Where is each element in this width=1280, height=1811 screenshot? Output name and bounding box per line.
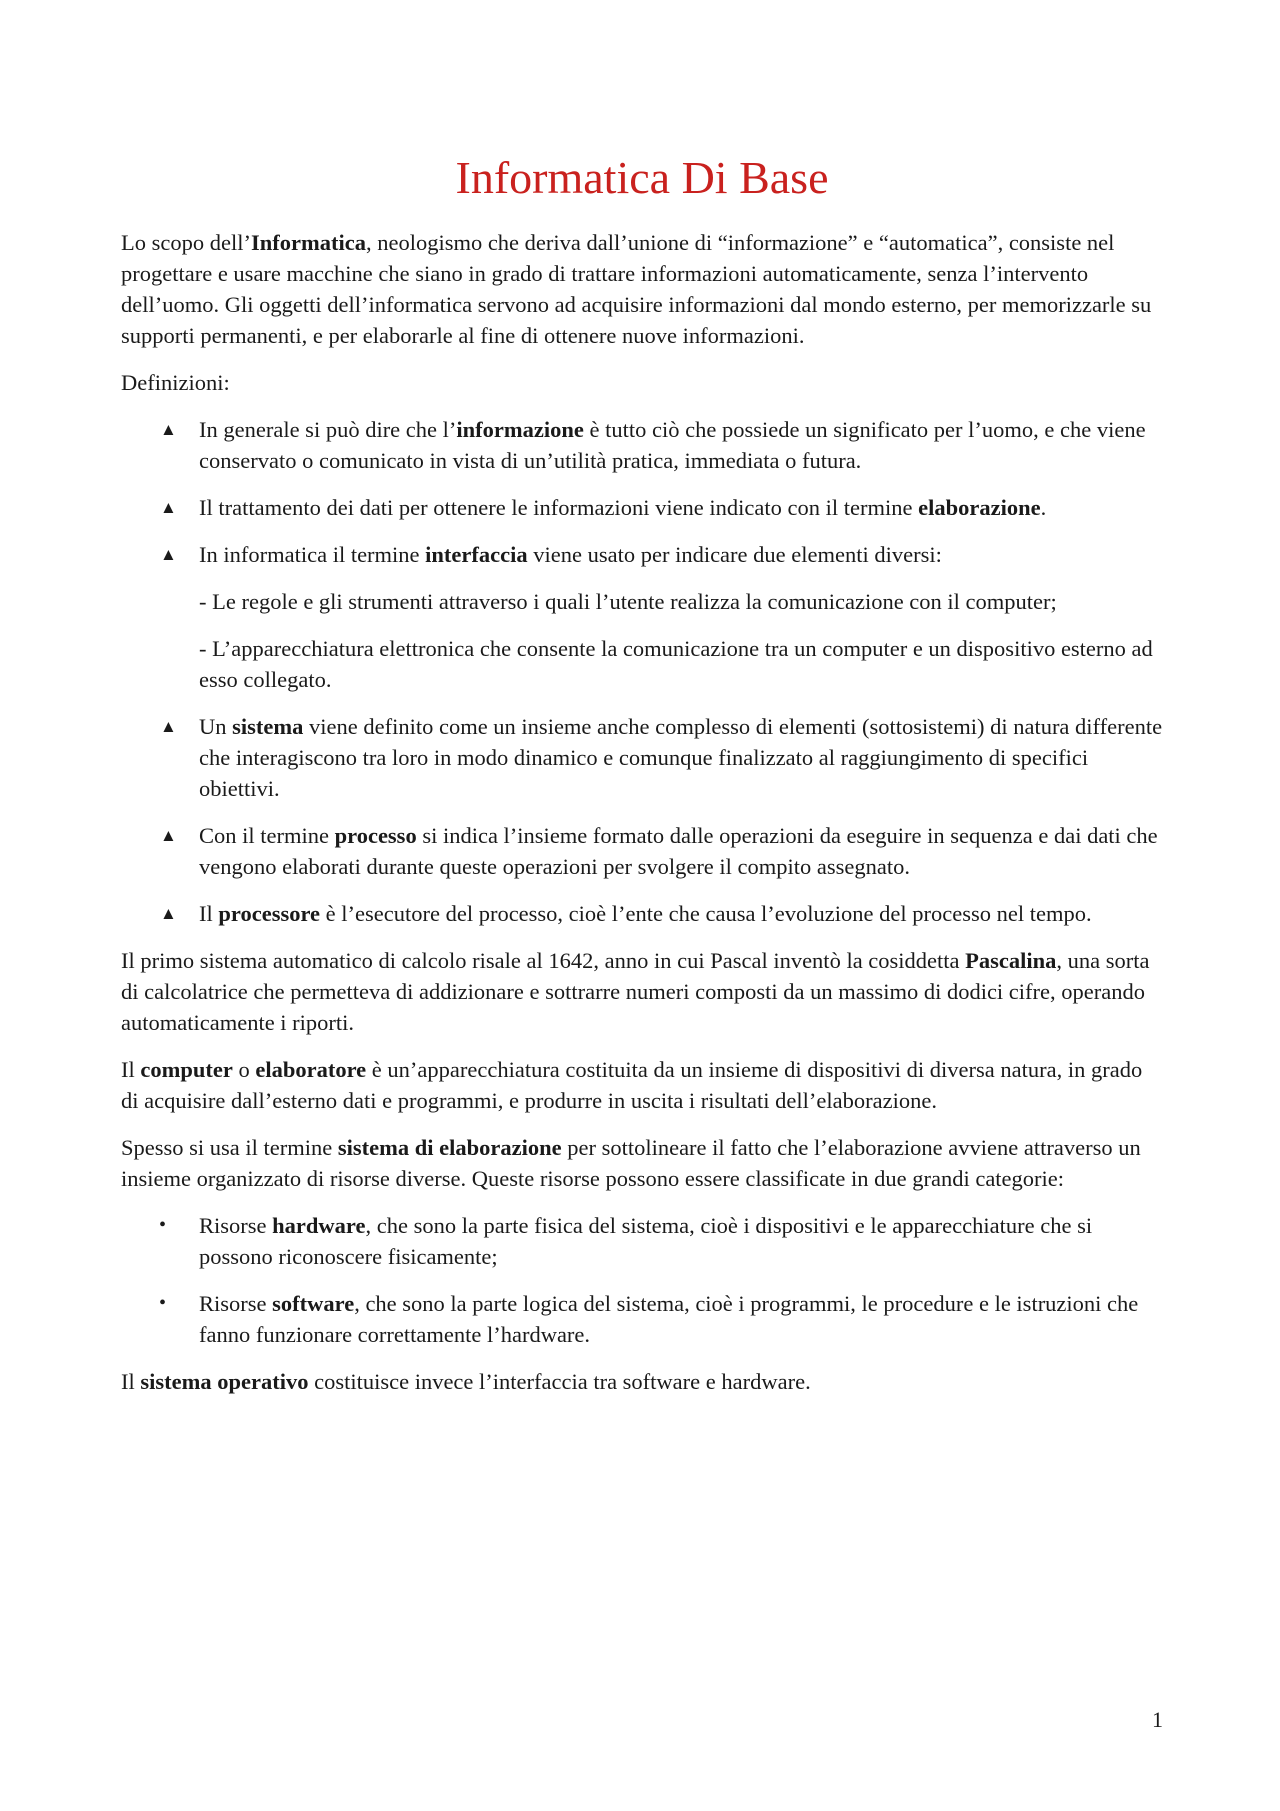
definition-text-cont: . bbox=[1040, 495, 1047, 520]
definition-item bbox=[121, 711, 1163, 804]
interface-subitems bbox=[121, 586, 1163, 695]
term-elaborazione: elaborazione bbox=[918, 495, 1041, 520]
system-text-cont: per sottolineare il fatto che l’elaborazione avviene attraverso un insieme organizzato di risorse diverse. Queste risorse possono essere classificate in due grandi categorie: bbox=[121, 1135, 1141, 1191]
definition-text: Un bbox=[199, 714, 233, 739]
page-number: 1 bbox=[1152, 1707, 1163, 1732]
definition-text: Con il termine bbox=[199, 823, 335, 848]
system-text: Spesso si usa il termine bbox=[121, 1135, 338, 1160]
resource-text: Risorse bbox=[199, 1291, 273, 1316]
triangle-bullet-icon: ▲ bbox=[160, 420, 177, 439]
computer-text: Il bbox=[121, 1057, 141, 1082]
definition-text-cont: viene definito come un insieme anche complesso di elementi (sottosistemi) di natura differente che interagiscono tra loro in modo dinamico e comunque finalizzato al raggiungimento di specifici obiettivi. bbox=[199, 714, 1163, 801]
pascal-text: Il primo sistema automatico di calcolo risale al 1642, anno in cui Pascal inventò la cosiddetta bbox=[121, 948, 966, 973]
definition-text-cont: è l’esecutore del processo, cioè l’ente che causa l’evoluzione del processo nel tempo. bbox=[320, 901, 1092, 926]
resource-text: Risorse bbox=[199, 1213, 273, 1238]
dot-bullet-icon: • bbox=[159, 1214, 167, 1236]
term-hardware: hardware bbox=[272, 1213, 366, 1238]
term-software: software bbox=[272, 1291, 355, 1316]
definitions-list bbox=[121, 414, 1163, 570]
term-sistema: sistema bbox=[232, 714, 304, 739]
definition-item bbox=[121, 539, 1163, 570]
term-computer: computer bbox=[140, 1057, 233, 1082]
definition-text-cont: è tutto ciò che possiede un significato per l’uomo, e che viene conservato o comunicato in vista di un’utilità pratica, immediata o futura. bbox=[199, 417, 1146, 473]
page-title: Informatica Di Base bbox=[455, 152, 829, 203]
os-paragraph bbox=[121, 1366, 1163, 1397]
interface-subitem: - Le regole e gli strumenti attraverso i quali l’utente realizza la comunicazione con il computer; bbox=[199, 589, 1057, 614]
system-paragraph bbox=[121, 1132, 1163, 1194]
document-body bbox=[121, 227, 1163, 1413]
term-pascalina: Pascalina bbox=[965, 948, 1057, 973]
intro-text: Lo scopo dell’ bbox=[121, 230, 251, 255]
resource-item bbox=[121, 1288, 1163, 1350]
definitions-list-cont bbox=[121, 711, 1163, 929]
triangle-bullet-icon: ▲ bbox=[160, 904, 177, 923]
triangle-bullet-icon: ▲ bbox=[160, 498, 177, 517]
definition-text: In informatica il termine bbox=[199, 542, 426, 567]
term-elaboratore: elaboratore bbox=[255, 1057, 367, 1082]
dot-bullet-icon: • bbox=[159, 1292, 167, 1314]
term-processore: processore bbox=[218, 901, 321, 926]
term-processo: processo bbox=[334, 823, 417, 848]
definition-item bbox=[121, 492, 1163, 523]
term-interfaccia: interfaccia bbox=[425, 542, 528, 567]
term-sistema-di-elaborazione: sistema di elaborazione bbox=[337, 1135, 562, 1160]
resource-text-cont: , che sono la parte logica del sistema, cioè i programmi, le procedure e le istruzioni che fanno funzionare correttamente l’hardware. bbox=[199, 1291, 1139, 1347]
triangle-bullet-icon: ▲ bbox=[160, 545, 177, 564]
definition-text: In generale si può dire che l’ bbox=[199, 417, 457, 442]
definition-text-cont: viene usato per indicare due elementi diversi: bbox=[527, 542, 942, 567]
definition-item bbox=[121, 898, 1163, 929]
definition-text-cont: si indica l’insieme formato dalle operazioni da eseguire in sequenza e dai dati che vengono elaborati durante queste operazioni per svolgere il compito assegnato. bbox=[199, 823, 1158, 879]
interface-subitem: - L’apparecchiatura elettronica che consente la comunicazione tra un computer e un dispositivo esterno ad esso collegato. bbox=[199, 636, 1153, 692]
term-informatica: Informatica bbox=[250, 230, 366, 255]
definition-item bbox=[121, 820, 1163, 882]
os-text-cont: costituisce invece l’interfaccia tra software e hardware. bbox=[308, 1369, 811, 1394]
resource-text-cont: , che sono la parte fisica del sistema, cioè i dispositivi e le apparecchiature che si possono riconoscere fisicamente; bbox=[199, 1213, 1093, 1269]
term-informazione: informazione bbox=[456, 417, 584, 442]
computer-text-cont: è un’apparecchiatura costituita da un insieme di dispositivi di diversa natura, in grado di acquisire dall’esterno dati e programmi, e produrre in uscita i risultati dell’elaborazione. bbox=[121, 1057, 1143, 1113]
pascal-paragraph bbox=[121, 945, 1163, 1038]
computer-paragraph bbox=[121, 1054, 1163, 1116]
definition-text: Il trattamento dei dati per ottenere le informazioni viene indicato con il termine bbox=[199, 495, 919, 520]
definition-text: Il bbox=[199, 901, 219, 926]
term-sistema-operativo: sistema operativo bbox=[140, 1369, 309, 1394]
triangle-bullet-icon: ▲ bbox=[160, 717, 177, 736]
triangle-bullet-icon: ▲ bbox=[160, 826, 177, 845]
pascal-text-cont: , una sorta di calcolatrice che permetteva di addizionare e sottrarre numeri composti da un massimo di dodici cifre, operando automaticamente i riporti. bbox=[121, 948, 1150, 1035]
definitions-heading: Definizioni: bbox=[121, 370, 230, 395]
resource-item bbox=[121, 1210, 1163, 1272]
intro-text-cont: , neologismo che deriva dall’unione di “informazione” e “automatica”, consiste nel progettare e usare macchine che siano in grado di trattare informazioni automaticamente, senza l’intervento dell’uomo. Gli oggetti dell’informatica servono ad acquisire informazioni dal mondo esterno, per memorizzarle su supporti permanenti, e per elaborarle al fine di ottenere nuove informazioni. bbox=[121, 230, 1152, 348]
os-text: Il bbox=[121, 1369, 141, 1394]
intro-paragraph bbox=[121, 227, 1163, 351]
definition-item bbox=[121, 414, 1163, 476]
computer-text-mid: o bbox=[232, 1057, 256, 1082]
resources-list bbox=[121, 1210, 1163, 1350]
